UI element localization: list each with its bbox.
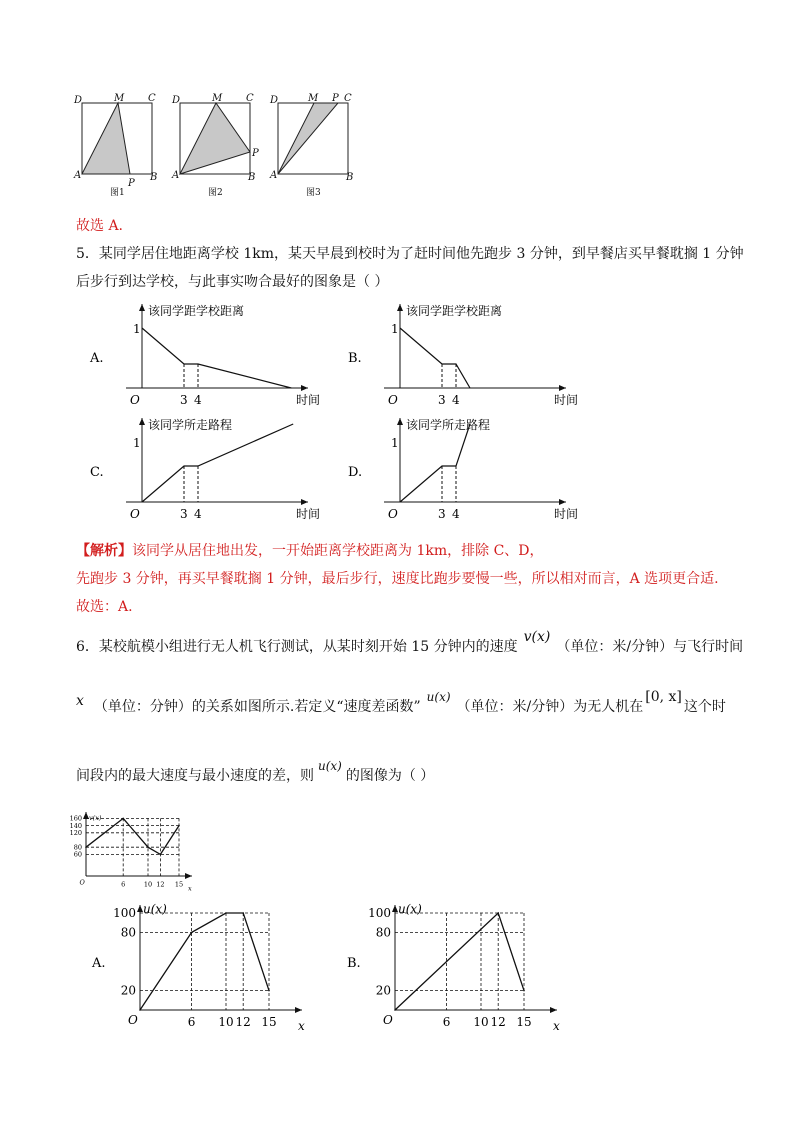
x-tick-label: 3 [180,393,188,407]
label-M: M [114,93,125,104]
y-tick-label: 100 [368,906,391,920]
label-P: P [252,148,259,159]
y-axis-label: 该同学所走路程 [148,418,233,432]
origin-label: O [383,1013,393,1027]
label-C: C [246,93,254,104]
previous-answer: 故选 A. [76,218,124,234]
label-D: D [270,95,279,106]
label-A: A [270,170,278,181]
y-tick-label: 1 [133,322,141,336]
x-tick-label: 12 [235,1015,251,1029]
x-axis-arrow [559,499,566,505]
q6-text: （单位：米/分钟）与飞行时间 [556,639,744,655]
q6-text: 间段内的最大速度与最小速度的差，则 [76,768,314,784]
origin-label: O [128,1013,138,1027]
x-tick-label: 10 [218,1015,234,1029]
formula-interval: [0, x] [645,689,682,705]
data-point [523,990,525,992]
data-point [160,854,162,856]
x-tick-label: 6 [187,1015,196,1029]
y-axis-label: u(x) [143,902,167,916]
formula-u: u(x) [426,690,451,704]
label-D: D [172,95,181,106]
series-line [395,913,524,1010]
label-C: C [148,93,156,104]
data-point [394,1009,396,1011]
label-B: B [346,172,354,183]
q5-analysis [76,541,544,561]
y-tick-label: 80 [120,925,136,940]
option-a-chart [90,895,320,1030]
figure-caption: 图2 [208,188,223,197]
q6-text: 的图像为（ ） [345,768,435,784]
x-tick-label: 12 [490,1015,506,1029]
x-axis-label: x [298,1019,305,1030]
y-axis-label: u(x) [398,902,422,916]
y-axis-arrow [397,304,403,311]
label-A: A [172,170,180,181]
shaded-triangle [180,103,250,174]
q5-answer: 故选：A. [76,599,133,615]
label-M: M [212,93,223,104]
square-figures [70,92,360,197]
formula-x: x [76,693,84,709]
x-tick-label: 10 [473,1015,489,1029]
y-axis-label: v(x) [89,814,102,822]
graph-line [142,424,293,502]
label-P: P [332,93,339,104]
figure-3 [269,93,353,197]
x-tick-label: 12 [156,880,165,889]
y-tick-label: 140 [70,821,82,830]
label-B: B [248,172,256,183]
graph-line [142,328,291,388]
x-axis-arrow [295,1007,302,1013]
analysis-line2: 先跑步 3 分钟，再买早餐耽搁 1 分钟，最后步行，速度比跑步要慢一些，所以相对而言，A 选项更合适. [76,571,719,587]
option-letter: A. [90,351,104,366]
x-axis-arrow [550,1007,557,1013]
x-axis-label: 时间 [296,507,321,521]
graph-line [400,328,470,388]
y-tick-label: 20 [120,983,136,998]
x-axis-label: 时间 [296,393,321,407]
x-tick-label: 4 [194,507,202,521]
option-letter: C. [90,465,104,480]
x-tick-label: 6 [121,880,126,889]
option-letter: D. [348,465,363,480]
data-point [242,912,244,914]
data-point [191,932,193,934]
x-tick-label: 10 [143,880,153,889]
analysis-tag: 【解析】 [76,543,132,559]
data-point [497,912,499,914]
label-C: C [344,93,352,104]
data-point [139,1009,141,1011]
data-point [147,846,149,848]
y-tick-label: 80 [73,843,82,852]
q6-stem-line2 [76,689,726,717]
q5-option-d-graph [346,414,606,524]
data-point [85,846,87,848]
formula-u: u(x) [318,759,342,773]
origin-label: O [388,393,398,407]
y-axis-arrow [139,418,145,425]
x-axis-label: x [188,884,192,891]
option-letter: A. [92,956,106,971]
x-tick-label: 15 [261,1015,277,1029]
velocity-chart [70,806,200,891]
data-point [122,818,124,820]
x-tick-label: 4 [452,507,460,521]
option-letter: B. [347,956,361,971]
x-axis-arrow [301,385,308,391]
figure-1 [73,93,157,197]
figure-2 [171,93,259,197]
y-tick-label: 80 [375,925,391,940]
q6-stem-line3 [76,759,435,786]
x-axis-label: 时间 [554,507,579,521]
y-axis-label: 该同学距学校距离 [406,304,503,318]
y-tick-label: 120 [70,828,82,837]
x-tick-label: 4 [452,393,460,407]
q6-text: （单位：分钟）的关系如图所示.若定义“速度差函数” [93,699,421,715]
option-b-chart [345,895,575,1030]
analysis-line1: 该同学从居住地出发，一开始距离学校距离为 1km，排除 C、D， [132,543,544,559]
origin-label: O [79,878,85,887]
q6-stem-line1 [76,629,744,657]
data-point [225,912,227,914]
graph-line [400,424,470,502]
q6-text: 这个时 [683,699,726,715]
y-tick-label: 1 [133,436,141,450]
series-line [140,913,269,1010]
y-tick-label: 1 [391,322,399,336]
x-tick-label: 3 [438,393,446,407]
y-axis-arrow [397,418,403,425]
x-tick-label: 4 [194,393,202,407]
y-tick-label: 100 [113,906,136,920]
q5-option-c-graph [88,414,348,524]
label-M: M [308,93,319,104]
q5-stem-line1: 5．某同学居住地距离学校 1km，某天早晨到校时为了赶时间他先跑步 3 分钟，到早餐店买早餐耽搁 1 分钟 [76,246,744,262]
x-tick-label: 3 [180,507,188,521]
q5-option-a-graph [88,300,348,410]
figure-caption: 图3 [306,188,321,197]
y-tick-label: 20 [375,983,391,998]
label-D: D [74,95,83,106]
x-tick-label: 6 [442,1015,451,1029]
x-axis-label: x [553,1019,560,1030]
x-axis-label: 时间 [554,393,579,407]
y-axis-label: 该同学距学校距离 [148,304,245,318]
q5-option-b-graph [346,300,606,410]
x-tick-label: 3 [438,507,446,521]
y-tick-label: 60 [73,850,82,859]
formula-v: v(x) [523,629,551,645]
q6-text: （单位：米/分钟）为无人机在 [456,699,644,715]
q5-stem-line2: 后步行到达学校，与此事实吻合最好的图象是（ ） [76,274,389,290]
label-P: P [128,178,135,189]
shaded-triangle [82,103,130,174]
q6-text: 6．某校航模小组进行无人机飞行测试，从某时刻开始 15 分钟内的速度 [76,639,518,655]
origin-label: O [130,507,140,521]
y-tick-label: 1 [391,436,399,450]
y-axis-label: 该同学所走路程 [406,418,491,432]
figure-caption: 图1 [110,188,125,197]
y-axis-arrow [139,304,145,311]
origin-label: O [130,393,140,407]
origin-label: O [388,507,398,521]
data-point [178,825,180,827]
option-letter: B. [348,351,362,366]
y-tick-label: 160 [70,814,82,823]
x-axis-arrow [559,385,566,391]
label-B: B [150,172,158,183]
x-tick-label: 15 [516,1015,532,1029]
x-axis-arrow [185,873,192,879]
x-tick-label: 15 [174,880,184,889]
data-point [268,990,270,992]
x-axis-arrow [301,499,308,505]
series-line [86,818,179,854]
label-A: A [74,170,82,181]
shaded-triangle [278,103,338,174]
